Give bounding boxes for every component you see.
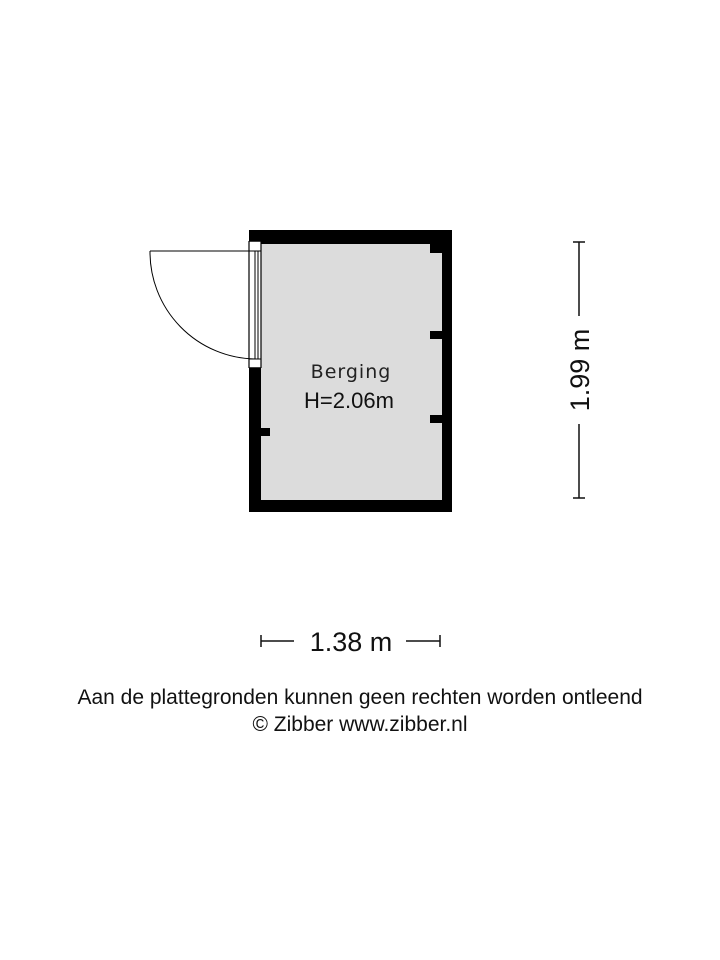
wall-stud [430, 331, 442, 339]
copyright-text: © Zibber www.zibber.nl [252, 713, 468, 736]
width-dimension [261, 627, 440, 657]
depth-dimension [565, 242, 595, 498]
room-name: Berging [310, 361, 392, 383]
wall-stud [430, 415, 442, 423]
wall-stud [430, 244, 442, 253]
depth-label: 1.99 m [565, 328, 595, 412]
width-label: 1.38 m [309, 627, 393, 657]
disclaimer-text: Aan de plattegronden kunnen geen rechten worden ontleend [77, 686, 643, 709]
door [150, 241, 261, 368]
door-swing-arc [150, 251, 255, 359]
room-height: H=2.06m [304, 388, 394, 413]
wall-stud [261, 428, 270, 436]
footer [0, 684, 720, 738]
